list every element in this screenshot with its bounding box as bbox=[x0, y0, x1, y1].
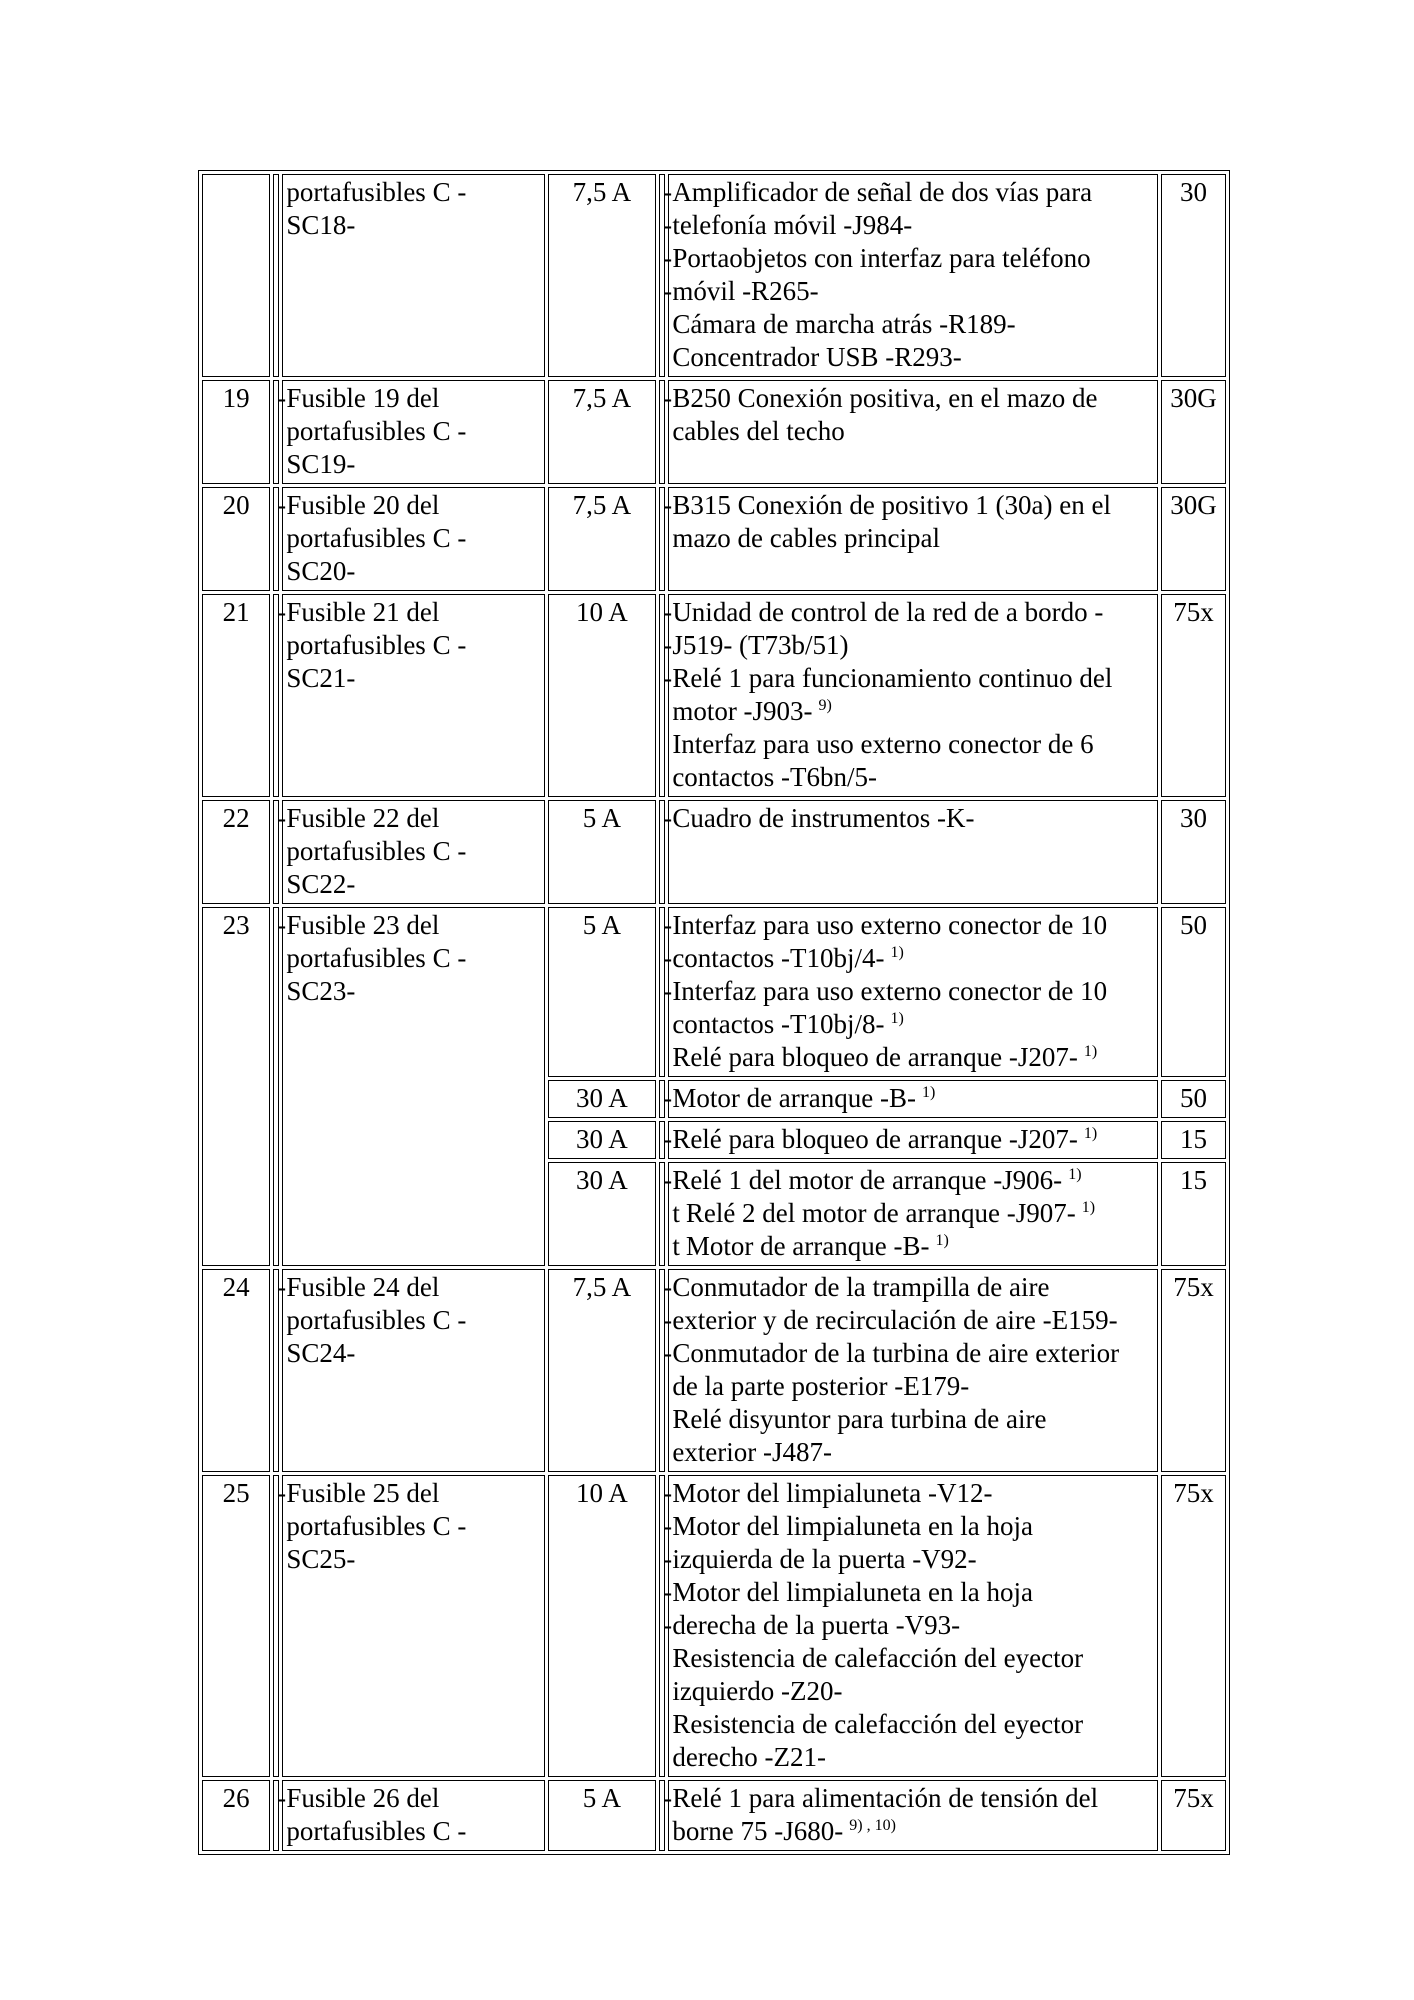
fuse-amperage: 7,5 A bbox=[548, 380, 656, 484]
consumer-text: derecha de la puerta -V93- bbox=[672, 1610, 961, 1640]
terminal: 50 bbox=[1161, 1080, 1226, 1118]
consumer-line bbox=[672, 802, 1154, 835]
footnote-reference: 1) bbox=[1083, 1043, 1098, 1060]
terminal: 15 bbox=[1161, 1162, 1226, 1266]
consumer-text: mazo de cables principal bbox=[672, 523, 940, 553]
consumer-line bbox=[672, 629, 1154, 662]
consumer-line bbox=[672, 242, 1154, 275]
consumer-line bbox=[672, 176, 1154, 209]
consumer-line bbox=[672, 1337, 1154, 1370]
consumer-text: Motor de arranque -B- bbox=[672, 1083, 916, 1113]
table-row bbox=[202, 487, 1226, 591]
fuse-number: 24 bbox=[202, 1269, 270, 1472]
consumer-text: Relé 1 del motor de arranque -J906- bbox=[672, 1165, 1063, 1195]
consumer-line bbox=[672, 341, 1154, 374]
fuse-number: 22 bbox=[202, 800, 270, 904]
fuse-designation-line: Fusible 25 del bbox=[286, 1478, 440, 1508]
consumer-line bbox=[672, 1082, 1154, 1115]
consumer-line bbox=[672, 1370, 1154, 1403]
consumer-text: Motor del limpialuneta -V12- bbox=[672, 1478, 993, 1508]
consumer-text: contactos -T6bn/5- bbox=[672, 762, 878, 792]
line-prefix: t bbox=[672, 1198, 680, 1228]
bullet-marker: - bbox=[659, 487, 665, 591]
terminal: 75x bbox=[1161, 594, 1226, 797]
fuse-amperage: 30 A bbox=[548, 1080, 656, 1118]
bullet-marker: - bbox=[273, 907, 279, 1266]
fuse-designation bbox=[282, 174, 544, 377]
bullet-marker: - bbox=[273, 1780, 279, 1851]
fuse-designation bbox=[282, 1269, 544, 1472]
consumer-text: Portaobjetos con interfaz para teléfono bbox=[672, 243, 1091, 273]
consumer-line bbox=[672, 1304, 1154, 1337]
fuse-designation-line: Fusible 19 del bbox=[286, 383, 440, 413]
consumer-line bbox=[672, 1403, 1154, 1436]
consumer-line bbox=[672, 1782, 1154, 1815]
fuse-designation-line: portafusibles C - bbox=[286, 836, 467, 866]
consumer-line bbox=[672, 1123, 1154, 1156]
fuse-amperage: 10 A bbox=[548, 594, 656, 797]
consumer-line bbox=[672, 1436, 1154, 1469]
footnote-reference: 1) bbox=[921, 1084, 936, 1101]
bullet-marker: - bbox=[659, 1780, 665, 1851]
consumer-text: exterior y de recirculación de aire -E159- bbox=[672, 1305, 1118, 1335]
terminal: 75x bbox=[1161, 1780, 1226, 1851]
terminal: 30G bbox=[1161, 380, 1226, 484]
fuse-amperage: 5 A bbox=[548, 800, 656, 904]
consumer-text: Cámara de marcha atrás -R189- bbox=[672, 309, 1016, 339]
fuse-designation-line: Fusible 20 del bbox=[286, 490, 440, 520]
terminal: 75x bbox=[1161, 1269, 1226, 1472]
consumer-line bbox=[672, 522, 1154, 555]
fuse-number: 19 bbox=[202, 380, 270, 484]
consumer-text: J519- (T73b/51) bbox=[672, 630, 849, 660]
fuse-designation-line: SC21- bbox=[286, 663, 356, 693]
bullet-marker: - bbox=[273, 1269, 279, 1472]
consumer-line bbox=[672, 382, 1154, 415]
terminal: 50 bbox=[1161, 907, 1226, 1077]
consumer-line bbox=[672, 275, 1154, 308]
consumer-line bbox=[672, 909, 1154, 942]
fuse-designation-line: portafusibles C - bbox=[286, 630, 467, 660]
fuse-designation-line: Fusible 21 del bbox=[286, 597, 440, 627]
bullet-marker: - - - - - bbox=[659, 1475, 665, 1777]
fuse-designation-line: portafusibles C - bbox=[286, 1511, 467, 1541]
fuse-number: 23 bbox=[202, 907, 270, 1266]
fuse-number: 21 bbox=[202, 594, 270, 797]
fuse-number: 20 bbox=[202, 487, 270, 591]
fuse-designation-line: Fusible 24 del bbox=[286, 1272, 440, 1302]
fuse-amperage: 7,5 A bbox=[548, 487, 656, 591]
consumer-text: de la parte posterior -E179- bbox=[672, 1371, 970, 1401]
fuse-designation-line: Fusible 26 del bbox=[286, 1783, 440, 1813]
fuse-designation-line: SC23- bbox=[286, 976, 356, 1006]
consumer-text: contactos -T10bj/8- bbox=[672, 1009, 885, 1039]
consumer-description bbox=[668, 174, 1158, 377]
bullet-marker: - bbox=[273, 487, 279, 591]
consumer-line bbox=[672, 1642, 1154, 1675]
consumer-description bbox=[668, 907, 1158, 1077]
fuse-designation-line: portafusibles C - bbox=[286, 523, 467, 553]
table-row bbox=[202, 380, 1226, 484]
fuse-designation-line: SC25- bbox=[286, 1544, 356, 1574]
consumer-line bbox=[672, 1041, 1154, 1074]
bullet-marker: - bbox=[273, 1475, 279, 1777]
fuse-number: 25 bbox=[202, 1475, 270, 1777]
bullet-marker: - bbox=[659, 800, 665, 904]
consumer-description bbox=[668, 800, 1158, 904]
consumer-line bbox=[672, 1008, 1154, 1041]
consumer-line bbox=[672, 761, 1154, 794]
consumer-text: Motor de arranque -B- bbox=[685, 1231, 930, 1261]
fuse-amperage: 7,5 A bbox=[548, 1269, 656, 1472]
table-row bbox=[202, 1780, 1226, 1851]
consumer-text: izquierda de la puerta -V92- bbox=[672, 1544, 977, 1574]
consumer-text: Interfaz para uso externo conector de 10 bbox=[672, 976, 1108, 1006]
fuse-designation bbox=[282, 594, 544, 797]
document-page bbox=[198, 170, 1230, 1855]
consumer-text: exterior -J487- bbox=[672, 1437, 833, 1467]
bullet-marker: - - - bbox=[659, 907, 665, 1077]
terminal: 75x bbox=[1161, 1475, 1226, 1777]
bullet-marker: - bbox=[659, 1080, 665, 1118]
consumer-text: Motor del limpialuneta en la hoja bbox=[672, 1577, 1033, 1607]
consumer-text: izquierdo -Z20- bbox=[672, 1676, 843, 1706]
consumer-line bbox=[672, 1197, 1154, 1230]
consumer-line bbox=[672, 1510, 1154, 1543]
consumer-description bbox=[668, 1780, 1158, 1851]
bullet-marker: - - - - bbox=[659, 174, 665, 377]
consumer-line bbox=[672, 1741, 1154, 1774]
footnote-reference: 1) bbox=[890, 1010, 904, 1027]
consumer-text: Conmutador de la turbina de aire exterior bbox=[672, 1338, 1120, 1368]
bullet-marker: - - - bbox=[659, 1269, 665, 1472]
consumer-line bbox=[672, 975, 1154, 1008]
consumer-line bbox=[672, 308, 1154, 341]
consumer-text: motor -J903- bbox=[672, 696, 813, 726]
fuse-designation bbox=[282, 380, 544, 484]
consumer-text: cables del techo bbox=[672, 416, 845, 446]
consumer-description bbox=[668, 1080, 1158, 1118]
consumer-text: Conmutador de la trampilla de aire bbox=[672, 1272, 1050, 1302]
consumer-text: Amplificador de señal de dos vías para bbox=[672, 177, 1093, 207]
terminal: 15 bbox=[1161, 1121, 1226, 1159]
consumer-text: Relé 1 para alimentación de tensión del bbox=[672, 1783, 1099, 1813]
fuse-amperage: 30 A bbox=[548, 1162, 656, 1266]
fuse-designation-line: portafusibles C - bbox=[286, 943, 467, 973]
terminal: 30 bbox=[1161, 800, 1226, 904]
consumer-text: Interfaz para uso externo conector de 6 bbox=[672, 729, 1094, 759]
consumer-line bbox=[672, 415, 1154, 448]
consumer-line bbox=[672, 1609, 1154, 1642]
consumer-description bbox=[668, 380, 1158, 484]
consumer-line bbox=[672, 1708, 1154, 1741]
fuse-number: 26 bbox=[202, 1780, 270, 1851]
consumer-line bbox=[672, 1477, 1154, 1510]
table-row bbox=[202, 800, 1226, 904]
consumer-line bbox=[672, 1576, 1154, 1609]
consumer-text: Relé 1 para funcionamiento continuo del bbox=[672, 663, 1113, 693]
consumer-text: móvil -R265- bbox=[672, 276, 819, 306]
consumer-text: borne 75 -J680- bbox=[672, 1816, 844, 1846]
fuse-amperage: 7,5 A bbox=[548, 174, 656, 377]
consumer-line bbox=[672, 1164, 1154, 1197]
fuse-table-body bbox=[202, 174, 1226, 1851]
fuse-amperage: 5 A bbox=[548, 907, 656, 1077]
consumer-description bbox=[668, 487, 1158, 591]
fuse-designation-line: Fusible 22 del bbox=[286, 803, 440, 833]
terminal: 30 bbox=[1161, 174, 1226, 377]
consumer-line bbox=[672, 1230, 1154, 1263]
consumer-line bbox=[672, 695, 1154, 728]
fuse-designation-line: SC19- bbox=[286, 449, 356, 479]
consumer-line bbox=[672, 489, 1154, 522]
fuse-designation-line: Fusible 23 del bbox=[286, 910, 440, 940]
fuse-designation-line: portafusibles C - bbox=[286, 416, 467, 446]
fuse-designation bbox=[282, 487, 544, 591]
consumer-text: contactos -T10bj/4- bbox=[672, 943, 885, 973]
consumer-line bbox=[672, 1675, 1154, 1708]
fuse-designation bbox=[282, 1780, 544, 1851]
line-prefix: t bbox=[672, 1231, 680, 1261]
bullet-marker bbox=[273, 174, 279, 377]
table-row bbox=[202, 907, 1226, 1077]
fuse-designation-line: portafusibles C - bbox=[286, 1816, 467, 1846]
consumer-description bbox=[668, 1475, 1158, 1777]
consumer-line bbox=[672, 942, 1154, 975]
fuse-amperage: 10 A bbox=[548, 1475, 656, 1777]
footnote-reference: 1) bbox=[935, 1232, 949, 1249]
consumer-text: B250 Conexión positiva, en el mazo de bbox=[672, 383, 1098, 413]
consumer-line bbox=[672, 728, 1154, 761]
consumer-text: Relé para bloqueo de arranque -J207- bbox=[672, 1042, 1078, 1072]
consumer-text: B315 Conexión de positivo 1 (30a) en el bbox=[672, 490, 1111, 520]
consumer-description bbox=[668, 1162, 1158, 1266]
bullet-marker: - - - bbox=[659, 594, 665, 797]
consumer-description bbox=[668, 594, 1158, 797]
table-row bbox=[202, 174, 1226, 377]
fuse-designation-line: SC18- bbox=[286, 210, 356, 240]
consumer-text: Resistencia de calefacción del eyector bbox=[672, 1709, 1084, 1739]
fuse-designation bbox=[282, 1475, 544, 1777]
bullet-marker: - bbox=[659, 380, 665, 484]
fuse-designation-line: SC24- bbox=[286, 1338, 356, 1368]
consumer-text: Cuadro de instrumentos -K- bbox=[672, 803, 975, 833]
footnote-reference: 1) bbox=[890, 944, 904, 961]
consumer-line bbox=[672, 1543, 1154, 1576]
fuse-designation-line: SC22- bbox=[286, 869, 356, 899]
consumer-line bbox=[672, 1271, 1154, 1304]
fuse-designation-line: SC20- bbox=[286, 556, 356, 586]
fuse-designation bbox=[282, 907, 544, 1266]
bullet-marker: - bbox=[273, 594, 279, 797]
consumer-line bbox=[672, 209, 1154, 242]
consumer-text: Relé 2 del motor de arranque -J907- bbox=[685, 1198, 1076, 1228]
bullet-marker: - bbox=[659, 1162, 665, 1266]
consumer-text: derecho -Z21- bbox=[672, 1742, 826, 1772]
terminal: 30G bbox=[1161, 487, 1226, 591]
fuse-amperage: 30 A bbox=[548, 1121, 656, 1159]
consumer-line bbox=[672, 662, 1154, 695]
consumer-text: Unidad de control de la red de a bordo - bbox=[672, 597, 1104, 627]
footnote-reference: 1) bbox=[1081, 1199, 1096, 1216]
fuse-number bbox=[202, 174, 270, 377]
footnote-reference: 9) bbox=[818, 697, 832, 714]
fuse-designation-line: portafusibles C - bbox=[286, 177, 467, 207]
consumer-description bbox=[668, 1269, 1158, 1472]
consumer-text: Resistencia de calefacción del eyector bbox=[672, 1643, 1084, 1673]
table-row bbox=[202, 1475, 1226, 1777]
table-row bbox=[202, 594, 1226, 797]
consumer-text: telefonía móvil -J984- bbox=[672, 210, 913, 240]
consumer-text: Motor del limpialuneta en la hoja bbox=[672, 1511, 1033, 1541]
table-row bbox=[202, 1269, 1226, 1472]
footnote-reference: 1) bbox=[1068, 1166, 1082, 1183]
bullet-marker: - bbox=[659, 1121, 665, 1159]
bullet-marker: - bbox=[273, 800, 279, 904]
consumer-text: Relé disyuntor para turbina de aire bbox=[672, 1404, 1047, 1434]
fuse-designation bbox=[282, 800, 544, 904]
fuse-amperage: 5 A bbox=[548, 1780, 656, 1851]
consumer-line bbox=[672, 1815, 1154, 1848]
consumer-text: Concentrador USB -R293- bbox=[672, 342, 962, 372]
footnote-reference: 1) bbox=[1083, 1125, 1098, 1142]
consumer-text: Interfaz para uso externo conector de 10 bbox=[672, 910, 1108, 940]
consumer-line bbox=[672, 596, 1154, 629]
fuse-designation-line: portafusibles C - bbox=[286, 1305, 467, 1335]
fuse-table bbox=[198, 170, 1230, 1855]
bullet-marker: - bbox=[273, 380, 279, 484]
consumer-description bbox=[668, 1121, 1158, 1159]
footnote-reference: 9) , 10) bbox=[849, 1817, 896, 1834]
consumer-text: Relé para bloqueo de arranque -J207- bbox=[672, 1124, 1078, 1154]
